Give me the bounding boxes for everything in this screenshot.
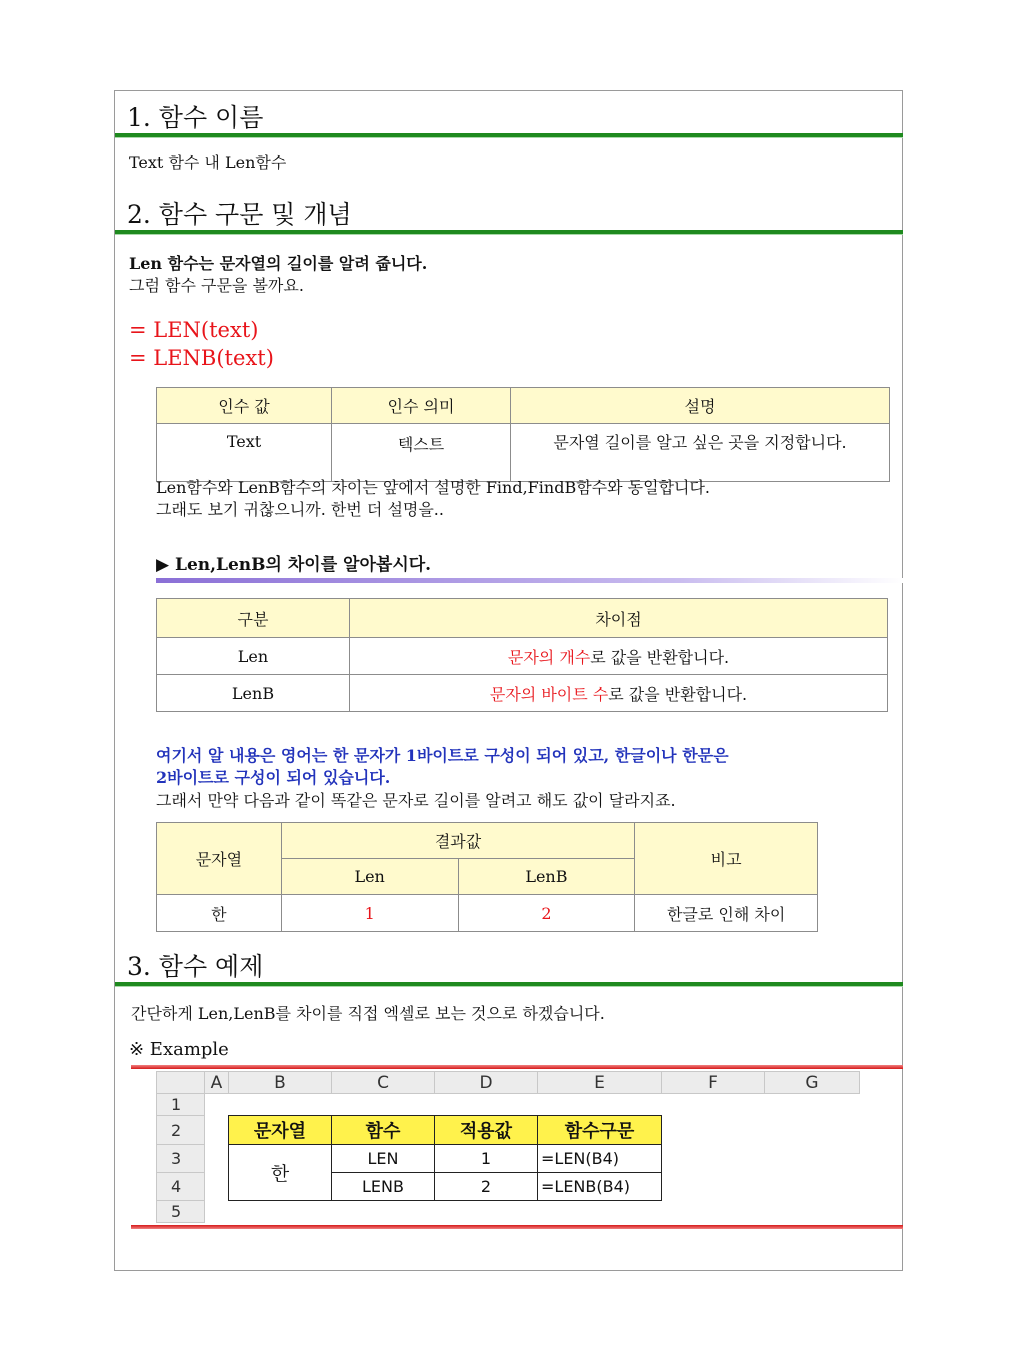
sheet-corner xyxy=(157,1072,205,1094)
result-header-lenb: LenB xyxy=(458,859,635,895)
diff-cell-name: Len xyxy=(157,638,350,675)
section3-body: 간단하게 Len,LenB를 차이를 직접 엑셀로 보는 것으로 하겠습니다. xyxy=(131,1004,605,1023)
result-header-result: 결과값 xyxy=(281,823,634,859)
diff-cell-desc xyxy=(350,675,888,712)
section2-intro: 그럼 함수 구문을 볼까요. xyxy=(129,276,304,295)
section1-body: Text 함수 내 Len함수 xyxy=(129,153,287,172)
sheet-row-4[interactable]: 4 xyxy=(157,1173,205,1201)
sheet-cell-func[interactable]: LENB xyxy=(332,1173,435,1201)
result-cell-len: 1 xyxy=(281,895,458,932)
sheet-cell[interactable] xyxy=(205,1201,860,1223)
example-bottom-divider xyxy=(131,1225,903,1229)
example-top-divider xyxy=(131,1065,903,1069)
sheet-col-f[interactable]: F xyxy=(662,1072,765,1094)
sheet-row-3[interactable]: 3 xyxy=(157,1145,205,1173)
diff-highlight: 문자의 개수 xyxy=(507,647,591,667)
sheet-cell-func[interactable]: LEN xyxy=(332,1145,435,1173)
sheet-cell[interactable] xyxy=(205,1116,229,1145)
diff-cell-name: LenB xyxy=(157,675,350,712)
note-explain-again: 그래도 보기 귀찮으니까. 한번 더 설명을.. xyxy=(156,500,444,519)
sheet-header-syntax[interactable]: 함수구문 xyxy=(538,1116,662,1145)
diff-subheading: ▶ Len,LenB의 차이를 알아봅시다. xyxy=(156,555,432,575)
sheet-col-g[interactable]: G xyxy=(765,1072,860,1094)
excel-sheet xyxy=(156,1071,860,1223)
section3-heading: 3. 함수 예제 xyxy=(127,952,264,981)
section1-heading: 1. 함수 이름 xyxy=(127,103,264,132)
sheet-cell-string[interactable]: 한 xyxy=(229,1145,332,1201)
diff-cell-desc xyxy=(350,638,888,675)
section3-divider xyxy=(115,982,903,987)
arg-cell-value: Text xyxy=(157,424,332,482)
sheet-cell[interactable] xyxy=(205,1094,860,1116)
result-cell-string: 한 xyxy=(157,895,282,932)
result-header-len: Len xyxy=(281,859,458,895)
result-cell-note: 한글로 인해 차이 xyxy=(635,895,818,932)
result-header-string: 문자열 xyxy=(157,823,282,895)
arg-cell-description: 문자열 길이를 알고 싶은 곳을 지정합니다. xyxy=(511,424,890,482)
sheet-col-e[interactable]: E xyxy=(538,1072,662,1094)
sheet-header-function[interactable]: 함수 xyxy=(332,1116,435,1145)
subheading-divider xyxy=(156,578,903,583)
diff-rest: 로 값을 반환합니다. xyxy=(590,647,730,667)
section2-intro-bold: Len 함수는 문자열의 길이를 알려 줍니다. xyxy=(129,254,428,273)
sheet-cell[interactable] xyxy=(662,1116,860,1145)
arg-header-value: 인수 값 xyxy=(157,388,332,424)
sheet-cell-formula[interactable]: =LEN(B4) xyxy=(538,1145,662,1173)
sheet-cell-formula[interactable]: =LENB(B4) xyxy=(538,1173,662,1201)
sheet-cell-value[interactable]: 1 xyxy=(435,1145,538,1173)
sheet-header-string[interactable]: 문자열 xyxy=(229,1116,332,1145)
section2-divider xyxy=(115,230,903,235)
argument-table xyxy=(156,387,890,482)
syntax-lenb: = LENB(text) xyxy=(129,346,274,370)
result-cell-lenb: 2 xyxy=(458,895,635,932)
sheet-cell[interactable] xyxy=(205,1145,229,1173)
diff-rest: 로 값을 반환합니다. xyxy=(608,684,748,704)
sheet-header-value[interactable]: 적용값 xyxy=(435,1116,538,1145)
diff-row-lenb xyxy=(157,675,888,712)
result-table xyxy=(156,822,818,932)
blue-explanation-line2: 2바이트로 구성이 되어 있습니다. xyxy=(156,768,391,787)
sheet-cell[interactable] xyxy=(205,1173,229,1201)
example-label: ※ Example xyxy=(129,1039,229,1060)
syntax-len: = LEN(text) xyxy=(129,318,259,342)
sheet-row-1[interactable]: 1 xyxy=(157,1094,205,1116)
arg-cell-meaning: 텍스트 xyxy=(332,424,511,482)
sheet-cell[interactable] xyxy=(662,1173,860,1201)
sheet-row-2[interactable]: 2 xyxy=(157,1116,205,1145)
section1-divider xyxy=(115,133,903,138)
diff-header-difference: 차이점 xyxy=(350,599,888,638)
arg-header-meaning: 인수 의미 xyxy=(332,388,511,424)
sheet-cell-value[interactable]: 2 xyxy=(435,1173,538,1201)
sheet-col-b[interactable]: B xyxy=(229,1072,332,1094)
diff-highlight: 문자의 바이트 수 xyxy=(489,684,609,704)
note-same-string: 그래서 만약 다음과 같이 똑같은 문자로 길이를 알려고 해도 값이 달라지죠. xyxy=(156,791,676,810)
diff-header-category: 구분 xyxy=(157,599,350,638)
sheet-col-d[interactable]: D xyxy=(435,1072,538,1094)
sheet-col-c[interactable]: C xyxy=(332,1072,435,1094)
note-find-findb: Len함수와 LenB함수의 차이는 앞에서 설명한 Find,FindB함수와 동일합니다. xyxy=(156,478,711,497)
sheet-row-5[interactable]: 5 xyxy=(157,1201,205,1223)
blue-explanation-line1: 여기서 알 내용은 영어는 한 문자가 1바이트로 구성이 되어 있고, 한글이나 한문은 xyxy=(156,746,729,765)
result-header-note: 비고 xyxy=(635,823,818,895)
section2-heading: 2. 함수 구문 및 개념 xyxy=(127,200,352,229)
diff-row-len xyxy=(157,638,888,675)
arg-header-description: 설명 xyxy=(511,388,890,424)
sheet-col-a[interactable]: A xyxy=(205,1072,229,1094)
difference-table xyxy=(156,598,888,712)
sheet-cell[interactable] xyxy=(662,1145,860,1173)
